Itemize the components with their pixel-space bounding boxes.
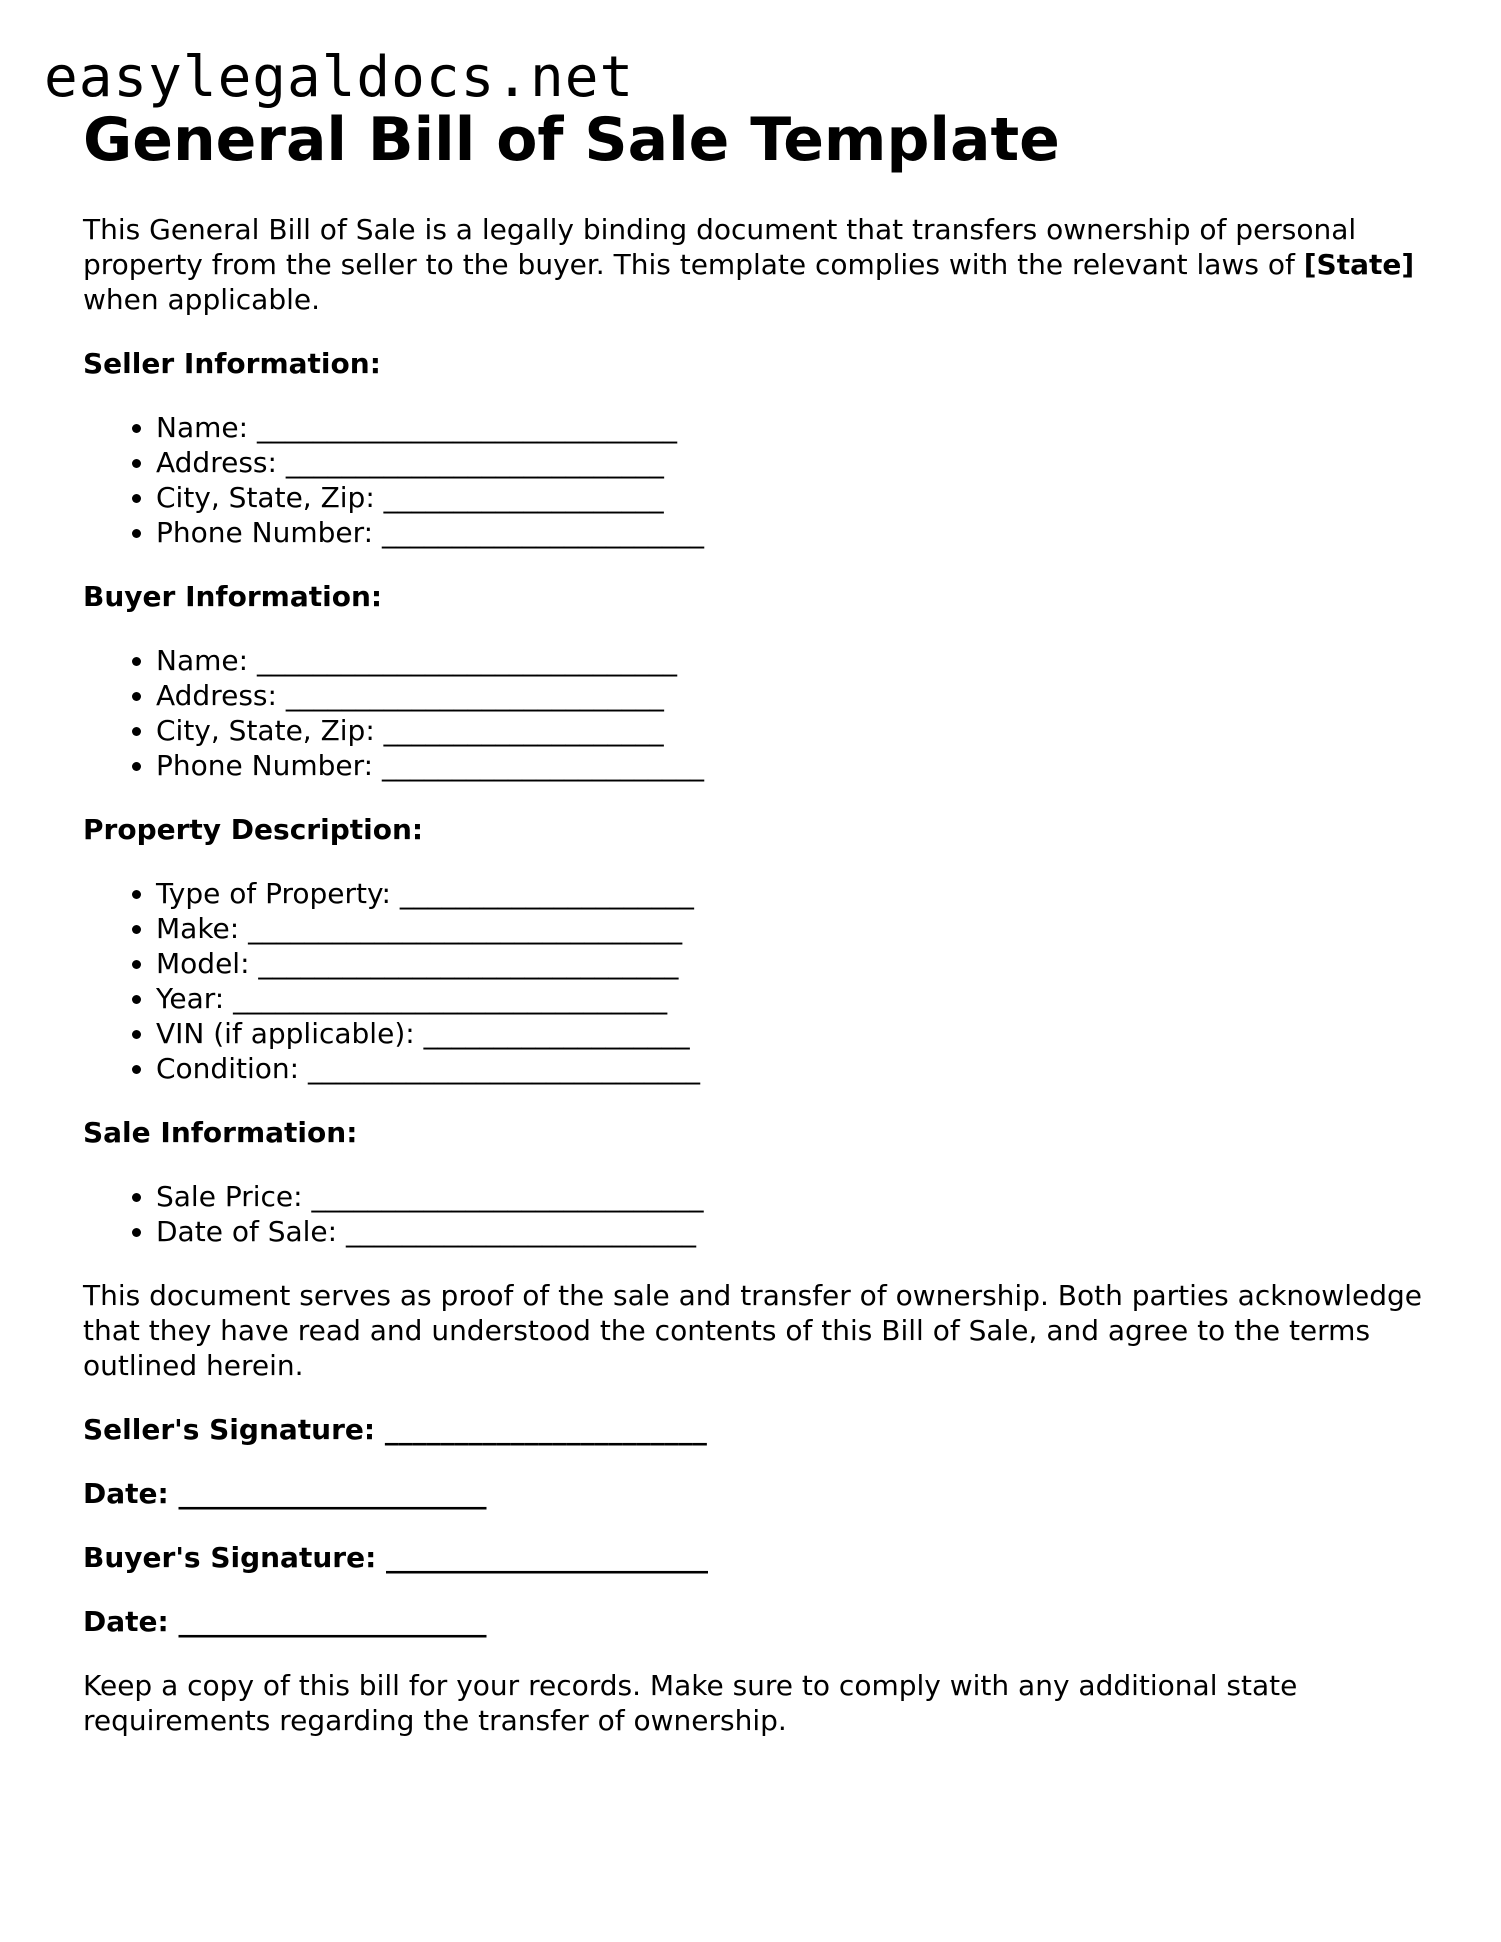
seller-fields: [83, 410, 1423, 550]
field-label: Phone Number:: [156, 749, 374, 782]
intro-text-end: when applicable.: [83, 283, 321, 316]
field-label: Name:: [156, 644, 249, 677]
blank-line: ____________________________: [311, 1180, 704, 1213]
field-label: Seller's Signature:: [83, 1413, 376, 1446]
blank-line: ______________________: [178, 1605, 487, 1638]
blank-line: _______________________________: [233, 982, 668, 1015]
blank-line: ______________________________: [256, 411, 677, 444]
field-label: Type of Property:: [156, 877, 391, 910]
field-label: Date of Sale:: [156, 1215, 338, 1248]
blank-line: _______________________________: [248, 912, 683, 945]
seller-heading: Seller Information:: [83, 347, 381, 380]
field-label: Name:: [156, 411, 249, 444]
state-placeholder: [State]: [1303, 248, 1415, 281]
seller-city-state-zip-field: [156, 480, 1423, 515]
document-body: [83, 100, 1423, 1738]
seller-signature-line: [83, 1412, 1423, 1447]
field-label: Date:: [83, 1477, 169, 1510]
field-label: Address:: [156, 679, 277, 712]
field-label: Phone Number:: [156, 516, 374, 549]
blank-line: ___________________: [423, 1017, 690, 1050]
field-label: City, State, Zip:: [156, 714, 375, 747]
buyer-city-state-zip-field: [156, 713, 1423, 748]
blank-line: _____________________: [399, 877, 694, 910]
buyer-phone-field: [156, 748, 1423, 783]
buyer-date-line: [83, 1604, 1423, 1639]
buyer-heading: Buyer Information:: [83, 580, 383, 613]
buyer-fields: [83, 643, 1423, 783]
property-make-field: [156, 911, 1423, 946]
blank-line: _______________________: [381, 516, 704, 549]
field-label: Model:: [156, 947, 250, 980]
buyer-name-field: [156, 643, 1423, 678]
property-heading: Property Description:: [83, 813, 424, 846]
field-label: City, State, Zip:: [156, 481, 375, 514]
field-label: Date:: [83, 1605, 169, 1638]
property-condition-field: [156, 1051, 1423, 1086]
seller-phone-field: [156, 515, 1423, 550]
blank-line: ______________________________: [256, 644, 677, 677]
property-year-field: [156, 981, 1423, 1016]
acknowledgment-paragraph: This document serves as proof of the sale and transfer of ownership. Both parties acknowledge that they have read and understood the contents of this Bill of Sale, and agree to the terms outlined herein.: [83, 1279, 1422, 1382]
seller-name-field: [156, 410, 1423, 445]
blank-line: ______________________: [178, 1477, 487, 1510]
field-label: Address:: [156, 446, 277, 479]
closing-paragraph: Keep a copy of this bill for your records. Make sure to comply with any additional state requirements regarding the transfer of ownership.: [83, 1669, 1298, 1737]
intro-text-start: This General Bill of Sale is a legally binding document that transfers ownership of personal property from the seller to the buyer. This template complies with the relevant laws of: [83, 213, 1357, 281]
blank-line: _______________________: [384, 1413, 707, 1446]
blank-line: _______________________: [381, 749, 704, 782]
field-label: Year:: [156, 982, 225, 1015]
property-model-field: [156, 946, 1423, 981]
blank-line: ___________________________: [285, 679, 664, 712]
buyer-signature-line: [83, 1540, 1423, 1575]
property-vin-field: [156, 1016, 1423, 1051]
field-label: Make:: [156, 912, 240, 945]
property-type-field: [156, 876, 1423, 911]
property-fields: [83, 876, 1423, 1086]
blank-line: _________________________: [346, 1215, 696, 1248]
sale-price-field: [156, 1179, 1423, 1214]
blank-line: ___________________________: [285, 446, 664, 479]
site-watermark: easylegaldocs.net: [44, 45, 635, 110]
field-label: VIN (if applicable):: [156, 1017, 415, 1050]
seller-date-line: [83, 1476, 1423, 1511]
intro-paragraph: [83, 212, 1423, 317]
field-label: Buyer's Signature:: [83, 1541, 377, 1574]
seller-address-field: [156, 445, 1423, 480]
blank-line: ____________________: [383, 714, 664, 747]
blank-line: ______________________________: [258, 947, 679, 980]
buyer-address-field: [156, 678, 1423, 713]
sale-date-field: [156, 1214, 1423, 1249]
field-label: Sale Price:: [156, 1180, 303, 1213]
blank-line: ____________________: [383, 481, 664, 514]
document-title: General Bill of Sale Template: [83, 105, 1060, 175]
sale-fields: [83, 1179, 1423, 1249]
field-label: Condition:: [156, 1052, 300, 1085]
sale-heading: Sale Information:: [83, 1116, 358, 1149]
blank-line: _______________________: [386, 1541, 709, 1574]
blank-line: ____________________________: [307, 1052, 700, 1085]
